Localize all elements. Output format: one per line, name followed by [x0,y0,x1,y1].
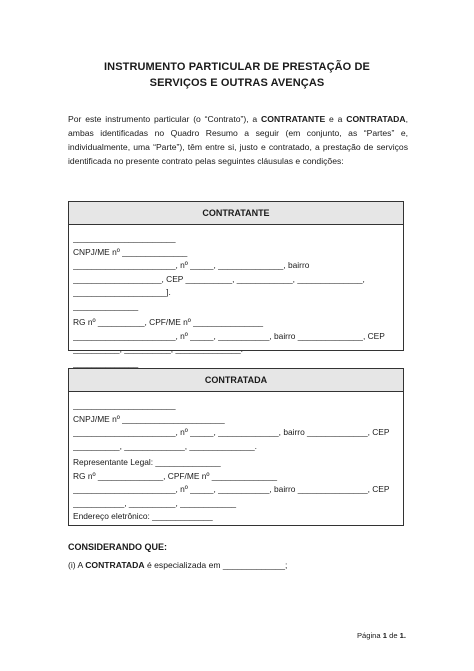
document-title [60,59,414,91]
intro-paragraph [68,112,408,168]
intro-text-3: , ambas identificadas no Quadro Resumo a seguir (em conjunto, as “Partes” e, individualmente, uma “Parte”), têm entre si, justo e contratado, a prestação de serviços identificada no presente contrato pelas seguintes cláusulas e condições: [68,114,408,166]
item-i-prefix: (i) A [68,560,86,570]
footer-page-total: 1. [399,631,406,640]
title-line-2: SERVIÇOS E OUTRAS AVENÇAS [149,77,325,89]
contratante-rep-address-line: ______________________, nº _____, ___________, bairro ______________, CEP __________, __________, ______________. [73,330,385,354]
intro-contratada: CONTRATADA [346,114,406,124]
page-footer [357,631,406,640]
contratada-name-line: ______________________ [73,400,176,410]
contratante-rep-line: ______________ [73,300,139,311]
contratada-rep-address-line: ______________________, nº _____, ___________, bairro _______________, CEP ___________, __________, ____________ [73,484,390,508]
considerando-item-i [68,560,287,570]
contratante-cnpj-line: CNPJ/ME nº ______________ [73,246,188,257]
contratada-fields [69,392,403,524]
contratante-name-line: ______________________ [73,233,176,243]
contratante-fields [69,225,403,370]
contratada-rep-line: Representante Legal: ______________ [73,457,221,467]
contratante-heading: CONTRATANTE [69,202,403,225]
contratada-box [68,368,404,526]
footer-middle: de [386,631,400,640]
contratante-box [68,201,404,368]
item-i-contratada: CONTRATADA [85,560,145,570]
considerando-heading: CONSIDERANDO QUE: [68,542,168,552]
item-i-rest: é especializada em _____________; [144,560,288,570]
contratada-address-line: ______________________, nº _____, _____________, bairro _____________, CEP __________, _____________, ______________. [73,427,390,451]
contratada-rg-line: RG nº ______________, CPF/ME nº ______________ [73,470,278,481]
footer-prefix: Página [356,631,383,640]
contratante-rg-line: RG nº __________, CPF/ME nº _______________ [73,317,264,327]
contratada-cnpj-line: CNPJ/ME nº ______________________ [73,413,225,424]
intro-text-1: Por este instrumento particular (o “Contrato”), a [68,114,262,124]
contratada-heading: CONTRATADA [69,369,403,392]
title-line-1: INSTRUMENTO PARTICULAR DE PRESTAÇÃO DE [104,61,370,73]
intro-text-2: e a [325,114,347,124]
intro-contratante: CONTRATANTE [261,114,326,124]
footer-page-number: 1 [382,631,387,640]
contratante-extra-line: ______________ [73,357,139,368]
contratante-address-line: ______________________, nº _____, ______________, bairro ___________________, CEP __________, ____________, ______________, ____________________]. [73,260,365,297]
contratada-email-line: Endereço eletrônico: _____________ [73,511,213,521]
